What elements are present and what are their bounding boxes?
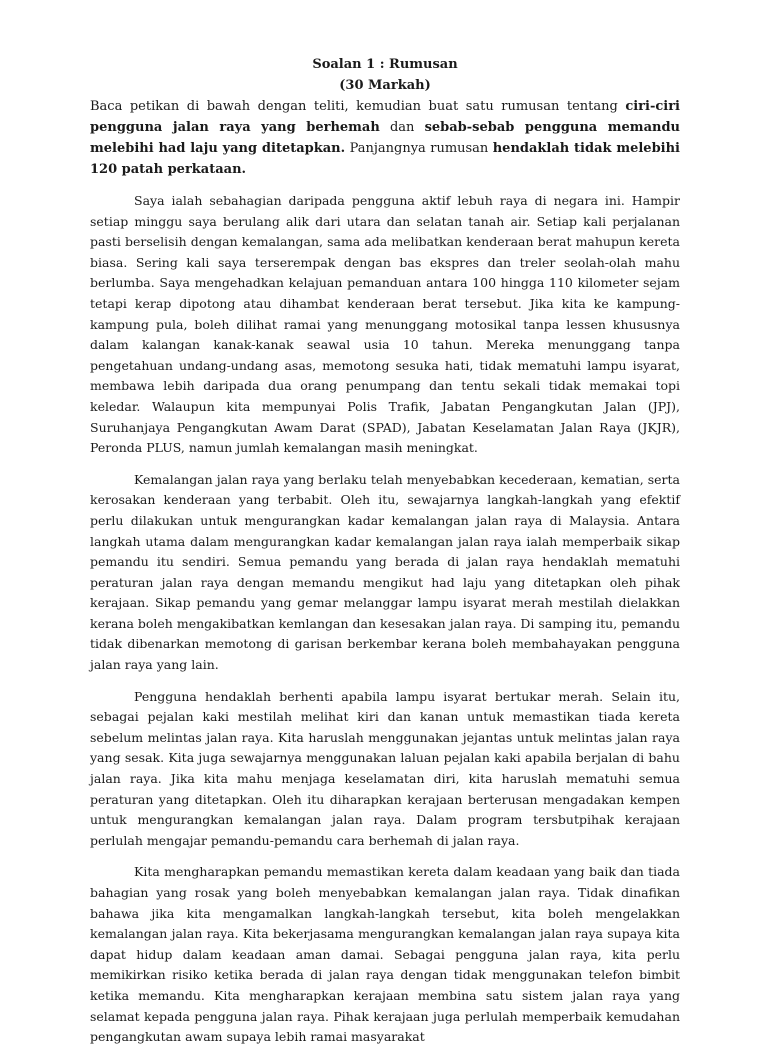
instruction-bold-1: ciri-ciri pengguna jalan raya yang berhemah <box>90 99 680 135</box>
instruction-bold-3: hendaklah tidak melebihi 120 patah perkataan. <box>90 141 680 177</box>
question-marks: (30 Markah) <box>339 78 431 93</box>
instruction-part-3: Panjangnya rumusan <box>345 141 493 156</box>
instruction-part-2: dan <box>379 120 425 135</box>
passage-paragraph-1: Saya ialah sebahagian daripada pengguna aktif lebuh raya di negara ini. Hampir setiap minggu saya berulang alik dari utara dan selatan tanah air. Setiap kali perjalanan pasti berselisih dengan kemalangan, sama ada melibatkan kenderaan berat mahupun kereta biasa. Sering kali saya terserempak dengan bas ekspres dan treler seolah-olah mahu berlumba. Saya mengehadkan kelajuan pemanduan antara 100 hingga 110 kilometer sejam tetapi kerap dipotong atau dihambat kenderaan berat tersebut. Jika kita ke kampung-kampung pula, boleh dilihat ramai yang menunggang motosikal tanpa lessen khususnya dalam kalangan kanak-kanak seawal usia 10 tahun. Mereka menunggang tanpa pengetahuan undang-undang asas, memotong sesuka hati, tidak mematuhi lampu isyarat, membawa lebih daripada dua orang penumpang dan tentu sekali tidak memakai topi keledar. Walaupun kita mempunyai Polis Trafik, Jabatan Pengangkutan Jalan (JPJ), Suruhanjaya Pengangkutan Awam Darat (SPAD), Jabatan Keselamatan Jalan Raya (JKJR), Peronda PLUS, namun jumlah kemalangan masih meningkat. <box>90 193 680 456</box>
instruction-bold-2: sebab-sebab pengguna memandu melebihi had laju yang ditetapkan. <box>90 120 680 156</box>
question-title: Soalan 1 : Rumusan <box>312 57 458 72</box>
passage-paragraph-3: Pengguna hendaklah berhenti apabila lampu isyarat bertukar merah. Selain itu, sebagai pejalan kaki mestilah melihat kiri dan kanan untuk memastikan tiada kereta sebelum melintas jalan raya. Kita haruslah menggunakan jejantas untuk melintas jalan raya yang sesak. Kita juga sewajarnya menggunakan laluan pejalan kaki apabila berjalan di bahu jalan raya. Jika kita mahu menjaga keselamatan diri, kita haruslah mematuhi semua peraturan yang ditetapkan. Oleh itu diharapkan kerajaan berterusan mengadakan kempen untuk mengurangkan kemalangan jalan raya. Dalam program tersbutpihak kerajaan perlulah mengajar pemandu-pemandu cara berhemah di jalan raya. <box>90 688 680 848</box>
instruction-part-1: Baca petikan di bawah dengan teliti, kemudian buat satu rumusan tentang <box>90 99 626 114</box>
instruction-text <box>90 96 680 180</box>
passage-paragraph-2: Kemalangan jalan raya yang berlaku telah menyebabkan kecederaan, kematian, serta kerosakan kenderaan yang terbabit. Oleh itu, sewajarnya langkah-langkah yang efektif perlu dilakukan untuk mengurangkan kadar kemalangan jalan raya di Malaysia. Antara langkah utama dalam mengurangkan kadar kemalangan jalan raya ialah memperbaik sikap pemandu itu sendiri. Semua pemandu yang berada di jalan raya hendaklah mematuhi peraturan jalan raya dengan memandu mengikut had laju yang ditetapkan oleh pihak kerajaan. Sikap pemandu yang gemar melanggar lampu isyarat merah mestilah dielakkan kerana boleh mengakibatkan kemlangan dan kesesakan jalan raya. Di samping itu, pemandu tidak dibenarkan memotong di garisan berkembar kerana boleh membahayakan pengguna jalan raya yang lain. <box>90 471 680 673</box>
passage-paragraph-4: Kita mengharapkan pemandu memastikan kereta dalam keadaan yang baik dan tiada bahagian yang rosak yang boleh menyebabkan kemalangan jalan raya. Tidak dinafikan bahawa jika kita mengamalkan langkah-langkah tersebut, kita boleh mengelakkan kemalangan jalan raya. Kita bekerjasama mengurangkan kemalangan jalan raya supaya kita dapat hidup dalam keadaan aman damai. Sebagai pengguna jalan raya, kita perlu memikirkan risiko ketika berada di jalan raya dengan tidak menggunakan telefon bimbit ketika memandu. Kita mengharapkan kerajaan membina satu sistem jalan raya yang selamat kepada pengguna jalan raya. Pihak kerajaan juga perlulah memperbaik kemudahan pengangkutan awam supaya lebih ramai masyarakat <box>90 864 680 1045</box>
